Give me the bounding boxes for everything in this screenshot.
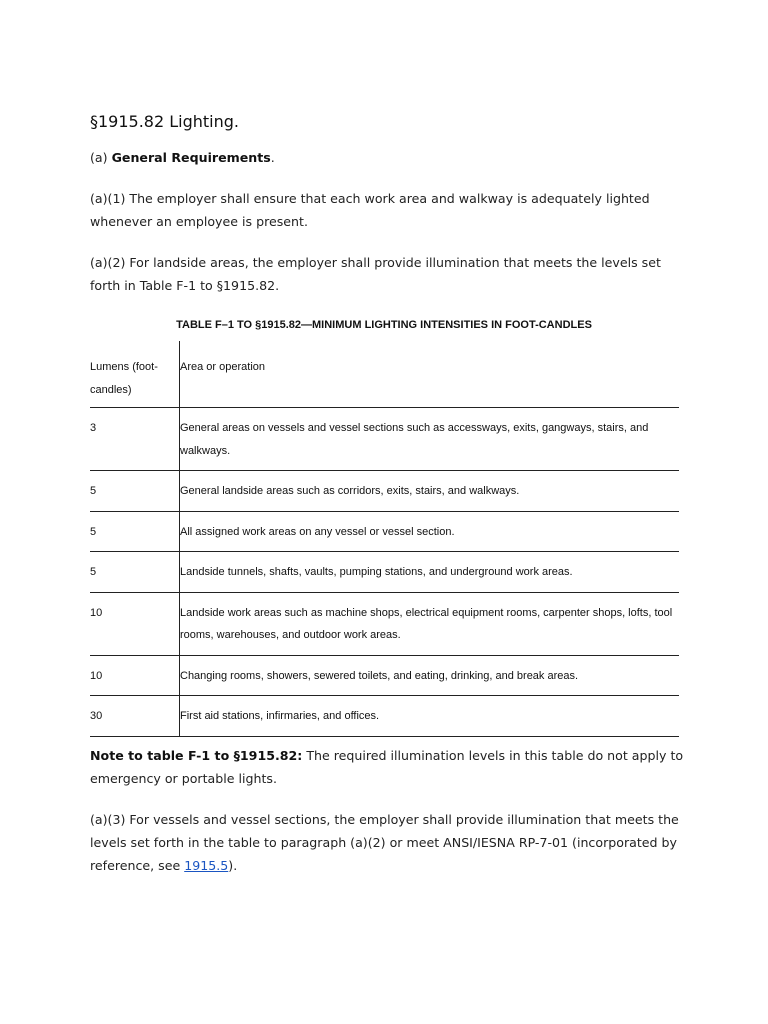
lighting-table bbox=[90, 341, 679, 737]
table-row bbox=[90, 408, 679, 471]
table-note-text: The required illumination levels in this table do not apply to emergency or portable lights. bbox=[90, 748, 684, 786]
lumens-cell: 5 bbox=[90, 566, 97, 578]
lumens-cell: 10 bbox=[90, 669, 103, 682]
lumens-cell: 5 bbox=[90, 485, 97, 497]
area-cell: First aid stations, infirmaries, and offices. bbox=[180, 696, 680, 737]
area-cell: Changing rooms, showers, sewered toilets, and eating, drinking, and break areas. bbox=[180, 655, 680, 696]
table-row bbox=[90, 471, 679, 512]
area-cell: Landside tunnels, shafts, vaults, pumping stations, and underground work areas. bbox=[180, 552, 680, 593]
area-cell: Landside work areas such as machine shops, electrical equipment rooms, carpenter shops, lofts, tool rooms, warehouses, and outdoor work areas. bbox=[180, 592, 680, 655]
paragraph-a-prefix: (a) bbox=[90, 150, 112, 165]
table-header-row bbox=[90, 341, 679, 408]
paragraph-a-suffix: . bbox=[270, 150, 275, 165]
area-cell: All assigned work areas on any vessel or vessel section. bbox=[180, 511, 680, 552]
lumens-cell: 10 bbox=[90, 606, 103, 619]
reference-link-1915-5[interactable]: 1915.5 bbox=[184, 858, 229, 873]
table-note bbox=[90, 744, 690, 790]
area-cell: General landside areas such as corridors, exits, stairs, and walkways. bbox=[180, 471, 680, 512]
lumens-cell: 5 bbox=[90, 525, 97, 538]
table-row bbox=[90, 552, 679, 593]
paragraph-a-title: General Requirements bbox=[111, 150, 271, 165]
lumens-cell: 30 bbox=[90, 710, 103, 722]
table-title: TABLE F–1 TO §1915.82—MINIMUM LIGHTING INTENSITIES IN FOOT-CANDLES bbox=[176, 319, 592, 331]
paragraph-a1: (a)(1) The employer shall ensure that each work area and walkway is adequately lighted whenever an employee is present. bbox=[90, 191, 650, 229]
lumens-cell: 3 bbox=[90, 422, 97, 434]
table-row bbox=[90, 511, 679, 552]
table-note-label: Note to table F-1 to §1915.82: bbox=[90, 748, 303, 763]
table-row bbox=[90, 655, 679, 696]
paragraph-a3-text: (a)(3) For vessels and vessel sections, the employer shall provide illumination that meets the levels set forth in the table to paragraph (a)(2) or meet ANSI/IESNA RP-7-01 (incorporated by reference, see bbox=[90, 812, 679, 873]
paragraph-a3-end: ). bbox=[228, 858, 238, 873]
header-lumens: Lumens (foot-candles) bbox=[90, 361, 158, 396]
paragraph-a bbox=[90, 146, 690, 169]
paragraph-a2: (a)(2) For landside areas, the employer shall provide illumination that meets the levels set forth in Table F-1 to §1915.82. bbox=[90, 255, 661, 293]
paragraph-a3 bbox=[90, 808, 690, 877]
table-row bbox=[90, 592, 679, 655]
area-cell: General areas on vessels and vessel sections such as accessways, exits, gangways, stairs, and walkways. bbox=[180, 408, 680, 471]
table-row bbox=[90, 696, 679, 737]
header-area: Area or operation bbox=[180, 341, 680, 408]
section-heading: §1915.82 Lighting. bbox=[90, 112, 240, 131]
